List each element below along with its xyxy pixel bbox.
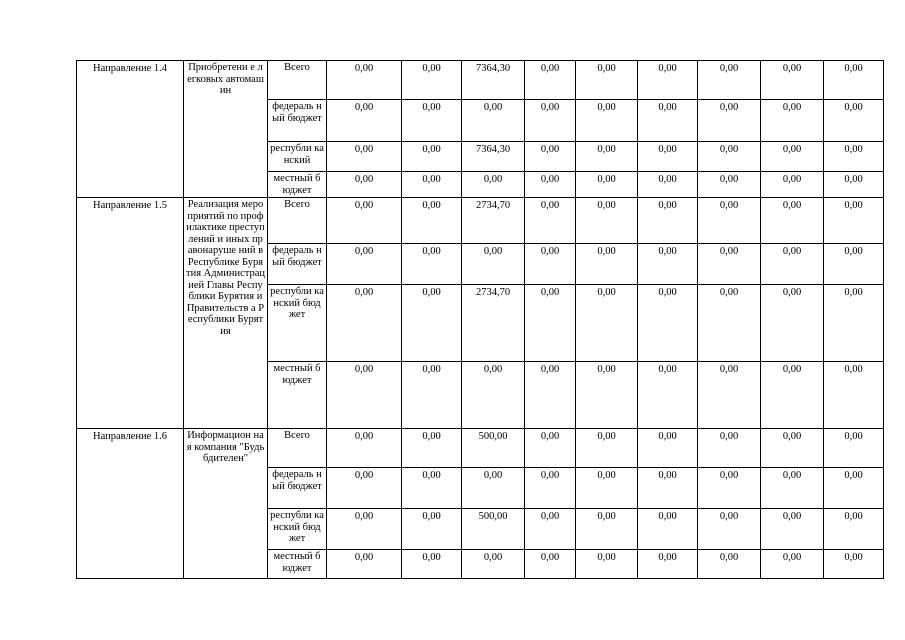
amount-cell: 0,00 bbox=[576, 244, 638, 285]
amount-cell: 0,00 bbox=[761, 285, 824, 362]
amount-cell: 0,00 bbox=[698, 142, 761, 172]
amount-cell: 0,00 bbox=[525, 244, 576, 285]
amount-cell: 7364,30 bbox=[462, 142, 525, 172]
amount-cell: 0,00 bbox=[576, 468, 638, 509]
amount-cell: 0,00 bbox=[761, 100, 824, 142]
amount-cell: 0,00 bbox=[327, 172, 402, 198]
amount-cell: 0,00 bbox=[824, 429, 884, 468]
amount-cell: 0,00 bbox=[402, 100, 462, 142]
amount-cell: 0,00 bbox=[462, 550, 525, 579]
amount-cell: 0,00 bbox=[824, 362, 884, 429]
amount-cell: 0,00 bbox=[327, 198, 402, 244]
amount-cell: 0,00 bbox=[698, 550, 761, 579]
funding-source-label: федераль ный бюджет bbox=[268, 100, 327, 142]
funding-source-label: федераль ный бюджет bbox=[268, 468, 327, 509]
amount-cell: 0,00 bbox=[525, 429, 576, 468]
amount-cell: 0,00 bbox=[761, 468, 824, 509]
amount-cell: 0,00 bbox=[525, 172, 576, 198]
table-row bbox=[77, 61, 884, 100]
amount-cell: 0,00 bbox=[698, 100, 761, 142]
funding-source-label: республи канский бюджет bbox=[268, 509, 327, 550]
amount-cell: 0,00 bbox=[638, 172, 698, 198]
funding-source-label: Всего bbox=[268, 61, 327, 100]
amount-cell: 0,00 bbox=[824, 142, 884, 172]
amount-cell: 0,00 bbox=[761, 61, 824, 100]
direction-name: Направление 1.5 bbox=[77, 198, 184, 429]
funding-source-label: Всего bbox=[268, 429, 327, 468]
amount-cell: 0,00 bbox=[576, 550, 638, 579]
amount-cell: 0,00 bbox=[525, 61, 576, 100]
amount-cell: 0,00 bbox=[638, 142, 698, 172]
funding-source-label: федераль ный бюджет bbox=[268, 244, 327, 285]
direction-description: Информацион ная компания "Будь бдителен" bbox=[184, 429, 268, 579]
amount-cell: 0,00 bbox=[402, 142, 462, 172]
amount-cell: 0,00 bbox=[761, 550, 824, 579]
amount-cell: 0,00 bbox=[698, 285, 761, 362]
amount-cell: 0,00 bbox=[761, 198, 824, 244]
amount-cell: 0,00 bbox=[525, 550, 576, 579]
amount-cell: 0,00 bbox=[576, 172, 638, 198]
amount-cell: 0,00 bbox=[327, 509, 402, 550]
amount-cell: 0,00 bbox=[638, 61, 698, 100]
amount-cell: 0,00 bbox=[327, 61, 402, 100]
direction-name: Направление 1.6 bbox=[77, 429, 184, 579]
amount-cell: 0,00 bbox=[327, 142, 402, 172]
amount-cell: 0,00 bbox=[638, 468, 698, 509]
amount-cell: 0,00 bbox=[638, 244, 698, 285]
table-row bbox=[77, 198, 884, 244]
amount-cell: 0,00 bbox=[402, 429, 462, 468]
amount-cell: 0,00 bbox=[576, 100, 638, 142]
amount-cell: 500,00 bbox=[462, 429, 525, 468]
amount-cell: 0,00 bbox=[824, 550, 884, 579]
amount-cell: 0,00 bbox=[698, 362, 761, 429]
amount-cell: 0,00 bbox=[576, 429, 638, 468]
amount-cell: 0,00 bbox=[761, 172, 824, 198]
amount-cell: 7364,30 bbox=[462, 61, 525, 100]
funding-source-label: Всего bbox=[268, 198, 327, 244]
amount-cell: 0,00 bbox=[638, 550, 698, 579]
amount-cell: 0,00 bbox=[761, 244, 824, 285]
amount-cell: 0,00 bbox=[824, 468, 884, 509]
direction-description: Реализация мероприятий по профилактике преступлений и иных правонаруше ний в Республике Бурятия Администрац ией Главы Республики Бурятия и Правительств а Республики Бурятия bbox=[184, 198, 268, 429]
amount-cell: 0,00 bbox=[824, 61, 884, 100]
amount-cell: 0,00 bbox=[576, 142, 638, 172]
amount-cell: 0,00 bbox=[525, 362, 576, 429]
funding-source-label: республи канский bbox=[268, 142, 327, 172]
amount-cell: 0,00 bbox=[698, 244, 761, 285]
amount-cell: 0,00 bbox=[525, 142, 576, 172]
amount-cell: 0,00 bbox=[638, 285, 698, 362]
amount-cell: 0,00 bbox=[576, 285, 638, 362]
amount-cell: 0,00 bbox=[402, 61, 462, 100]
amount-cell: 0,00 bbox=[327, 244, 402, 285]
amount-cell: 0,00 bbox=[327, 100, 402, 142]
direction-description: Приобретени е легковых автомашин bbox=[184, 61, 268, 198]
amount-cell: 0,00 bbox=[402, 172, 462, 198]
amount-cell: 0,00 bbox=[576, 362, 638, 429]
funding-source-label: местный бюджет bbox=[268, 362, 327, 429]
amount-cell: 0,00 bbox=[327, 285, 402, 362]
amount-cell: 0,00 bbox=[327, 550, 402, 579]
amount-cell: 0,00 bbox=[327, 362, 402, 429]
amount-cell: 0,00 bbox=[698, 468, 761, 509]
amount-cell: 0,00 bbox=[402, 198, 462, 244]
amount-cell: 0,00 bbox=[638, 429, 698, 468]
amount-cell: 0,00 bbox=[698, 172, 761, 198]
amount-cell: 0,00 bbox=[698, 198, 761, 244]
amount-cell: 0,00 bbox=[698, 429, 761, 468]
budget-table-body bbox=[77, 61, 884, 579]
funding-source-label: местный бюджет bbox=[268, 172, 327, 198]
amount-cell: 0,00 bbox=[576, 198, 638, 244]
amount-cell: 0,00 bbox=[525, 285, 576, 362]
amount-cell: 0,00 bbox=[698, 61, 761, 100]
amount-cell: 0,00 bbox=[638, 362, 698, 429]
amount-cell: 0,00 bbox=[402, 509, 462, 550]
amount-cell: 0,00 bbox=[462, 100, 525, 142]
amount-cell: 0,00 bbox=[462, 244, 525, 285]
amount-cell: 0,00 bbox=[576, 61, 638, 100]
amount-cell: 0,00 bbox=[824, 198, 884, 244]
amount-cell: 0,00 bbox=[576, 509, 638, 550]
amount-cell: 0,00 bbox=[824, 100, 884, 142]
amount-cell: 0,00 bbox=[402, 468, 462, 509]
amount-cell: 500,00 bbox=[462, 509, 525, 550]
amount-cell: 0,00 bbox=[638, 509, 698, 550]
amount-cell: 0,00 bbox=[462, 362, 525, 429]
amount-cell: 0,00 bbox=[824, 285, 884, 362]
amount-cell: 2734,70 bbox=[462, 198, 525, 244]
amount-cell: 0,00 bbox=[525, 100, 576, 142]
amount-cell: 0,00 bbox=[327, 468, 402, 509]
amount-cell: 0,00 bbox=[761, 509, 824, 550]
amount-cell: 0,00 bbox=[638, 198, 698, 244]
amount-cell: 0,00 bbox=[761, 362, 824, 429]
funding-source-label: местный бюджет bbox=[268, 550, 327, 579]
amount-cell: 0,00 bbox=[402, 285, 462, 362]
amount-cell: 0,00 bbox=[525, 509, 576, 550]
direction-name: Направление 1.4 bbox=[77, 61, 184, 198]
amount-cell: 0,00 bbox=[761, 142, 824, 172]
amount-cell: 0,00 bbox=[462, 172, 525, 198]
amount-cell: 0,00 bbox=[761, 429, 824, 468]
budget-table bbox=[76, 60, 884, 579]
amount-cell: 0,00 bbox=[824, 172, 884, 198]
funding-source-label: республи канский бюджет bbox=[268, 285, 327, 362]
amount-cell: 0,00 bbox=[402, 550, 462, 579]
amount-cell: 0,00 bbox=[525, 198, 576, 244]
amount-cell: 0,00 bbox=[462, 468, 525, 509]
amount-cell: 0,00 bbox=[327, 429, 402, 468]
amount-cell: 0,00 bbox=[824, 509, 884, 550]
table-row bbox=[77, 429, 884, 468]
amount-cell: 0,00 bbox=[402, 244, 462, 285]
amount-cell: 0,00 bbox=[402, 362, 462, 429]
amount-cell: 0,00 bbox=[525, 468, 576, 509]
amount-cell: 0,00 bbox=[824, 244, 884, 285]
amount-cell: 2734,70 bbox=[462, 285, 525, 362]
amount-cell: 0,00 bbox=[698, 509, 761, 550]
amount-cell: 0,00 bbox=[638, 100, 698, 142]
